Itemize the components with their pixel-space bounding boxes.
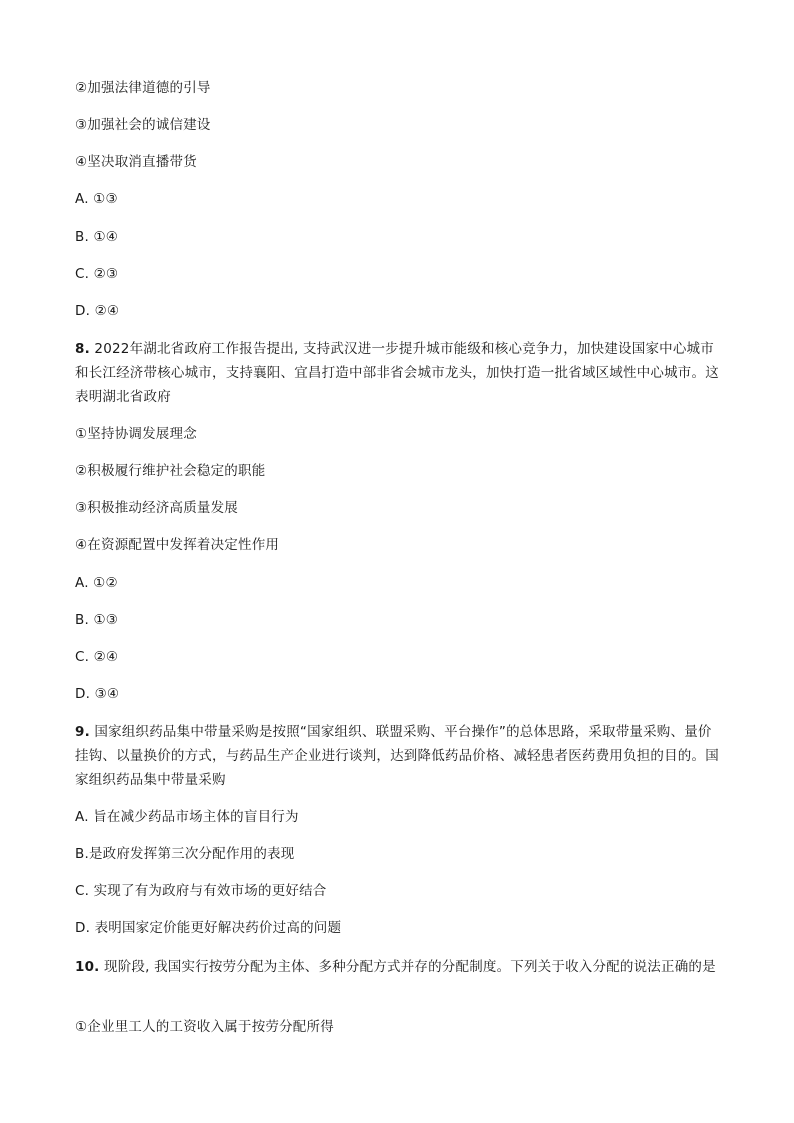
q9-option-a: A. 旨在减少药品市场主体的盲目行为 [75,809,299,825]
question-10-number: 10. [75,959,100,975]
q8-option-a: A. ①② [75,575,118,591]
q8-option-b: B. ①③ [75,612,119,628]
q7-option-b: B. ①④ [75,229,119,245]
q8-statement-3: ③积极推动经济高质量发展 [75,500,239,516]
question-9-number: 9. [75,724,90,740]
question-10-stem: 现阶段, 我国实行按劳分配为主体、多种分配方式并存的分配制度。下列关于收入分配的说法正确的是 [104,959,716,975]
q10-statement-1: ①企业里工人的工资收入属于按劳分配所得 [75,1019,334,1035]
question-9 [75,720,725,792]
q9-option-c: C. 实现了有为政府与有效市场的更好结合 [75,883,327,899]
question-8-stem: 2022年湖北省政府工作报告提出, 支持武汉进一步提升城市能级和核心竞争力，加快建设国家中心城市和长江经济带核心城市，支持襄阳、宜昌打造中部非省会城市龙头，加快打造一批省域区域性中心城市。这表明湖北省政府 [75,341,719,405]
q7-option-a: A. ①③ [75,191,118,207]
question-9-stem: 国家组织药品集中带量采购是按照“国家组织、联盟采购、平台操作”的总体思路，采取带量采购、量价挂钩、以量换价的方式，与药品生产企业进行谈判，达到降低药品价格、减轻患者医药费用负担的目的。国家组织药品集中带量采购 [75,724,719,788]
q8-statement-2: ②积极履行维护社会稳定的职能 [75,463,266,479]
q8-statement-1: ①坚持协调发展理念 [75,426,197,442]
q7-option-c: C. ②③ [75,266,119,282]
q9-option-d: D. 表明国家定价能更好解决药价过高的问题 [75,920,342,936]
q9-option-b: B.是政府发挥第三次分配作用的表现 [75,846,295,862]
question-10 [75,955,725,979]
q8-option-c: C. ②④ [75,649,119,665]
question-8 [75,337,725,409]
q8-option-d: D. ③④ [75,686,120,702]
q7-option-d: D. ②④ [75,303,120,319]
q8-statement-4: ④在资源配置中发挥着决定性作用 [75,537,280,553]
q7-statement-2: ②加强法律道德的引导 [75,80,211,96]
question-8-number: 8. [75,341,90,357]
q7-statement-4: ④坚决取消直播带货 [75,154,197,170]
q7-statement-3: ③加强社会的诚信建设 [75,117,211,133]
